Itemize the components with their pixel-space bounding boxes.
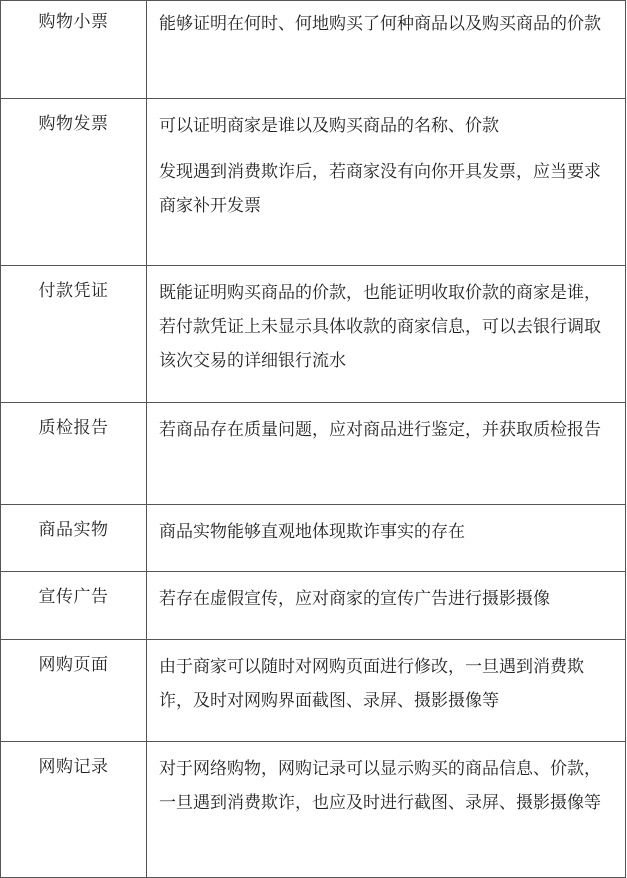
description-paragraph: 发现遇到消费欺诈后，若商家没有向你开具发票，应当要求商家补开发票 [159,162,601,216]
evidence-description-cell [147,640,626,742]
evidence-description-cell [147,742,626,878]
table-row [1,640,626,742]
evidence-type-cell: 质检报告 [1,403,147,505]
evidence-type-cell: 购物小票 [1,1,147,99]
table-row [1,1,626,99]
table-row [1,403,626,505]
table-row [1,742,626,878]
evidence-type-cell: 宣传广告 [1,572,147,640]
table-row [1,266,626,403]
description-paragraph: 对于网络购物，网购记录可以显示购买的商品信息、价款，一旦遇到消费欺诈，也应及时进行截图、录屏、摄影摄像等 [159,759,601,813]
evidence-description-cell [147,572,626,640]
evidence-description-cell [147,505,626,572]
table-row [1,99,626,266]
evidence-description-cell [147,99,626,266]
description-paragraph: 能够证明在何时、何地购买了何种商品以及购买商品的价款 [159,14,601,34]
evidence-type-cell: 付款凭证 [1,266,147,403]
evidence-description-cell [147,266,626,403]
description-paragraph: 若商品存在质量问题，应对商品进行鉴定，并获取质检报告 [159,420,601,440]
evidence-description-cell [147,1,626,99]
evidence-type-cell: 网购记录 [1,742,147,878]
description-paragraph: 商品实物能够直观地体现欺诈事实的存在 [159,522,465,542]
evidence-description-cell [147,403,626,505]
description-paragraph: 由于商家可以随时对网购页面进行修改，一旦遇到消费欺诈，及时对网购界面截图、录屏、摄影摄像等 [159,657,584,711]
table-row [1,572,626,640]
evidence-type-cell: 网购页面 [1,640,147,742]
description-paragraph: 若存在虚假宣传，应对商家的宣传广告进行摄影摄像 [159,589,550,609]
description-paragraph: 既能证明购买商品的价款，也能证明收取价款的商家是谁，若付款凭证上未显示具体收款的商家信息，可以去银行调取该次交易的详细银行流水 [159,283,601,371]
evidence-type-cell: 购物发票 [1,99,147,266]
description-paragraph: 可以证明商家是谁以及购买商品的名称、价款 [159,116,499,136]
evidence-type-cell: 商品实物 [1,505,147,572]
table-row [1,505,626,572]
